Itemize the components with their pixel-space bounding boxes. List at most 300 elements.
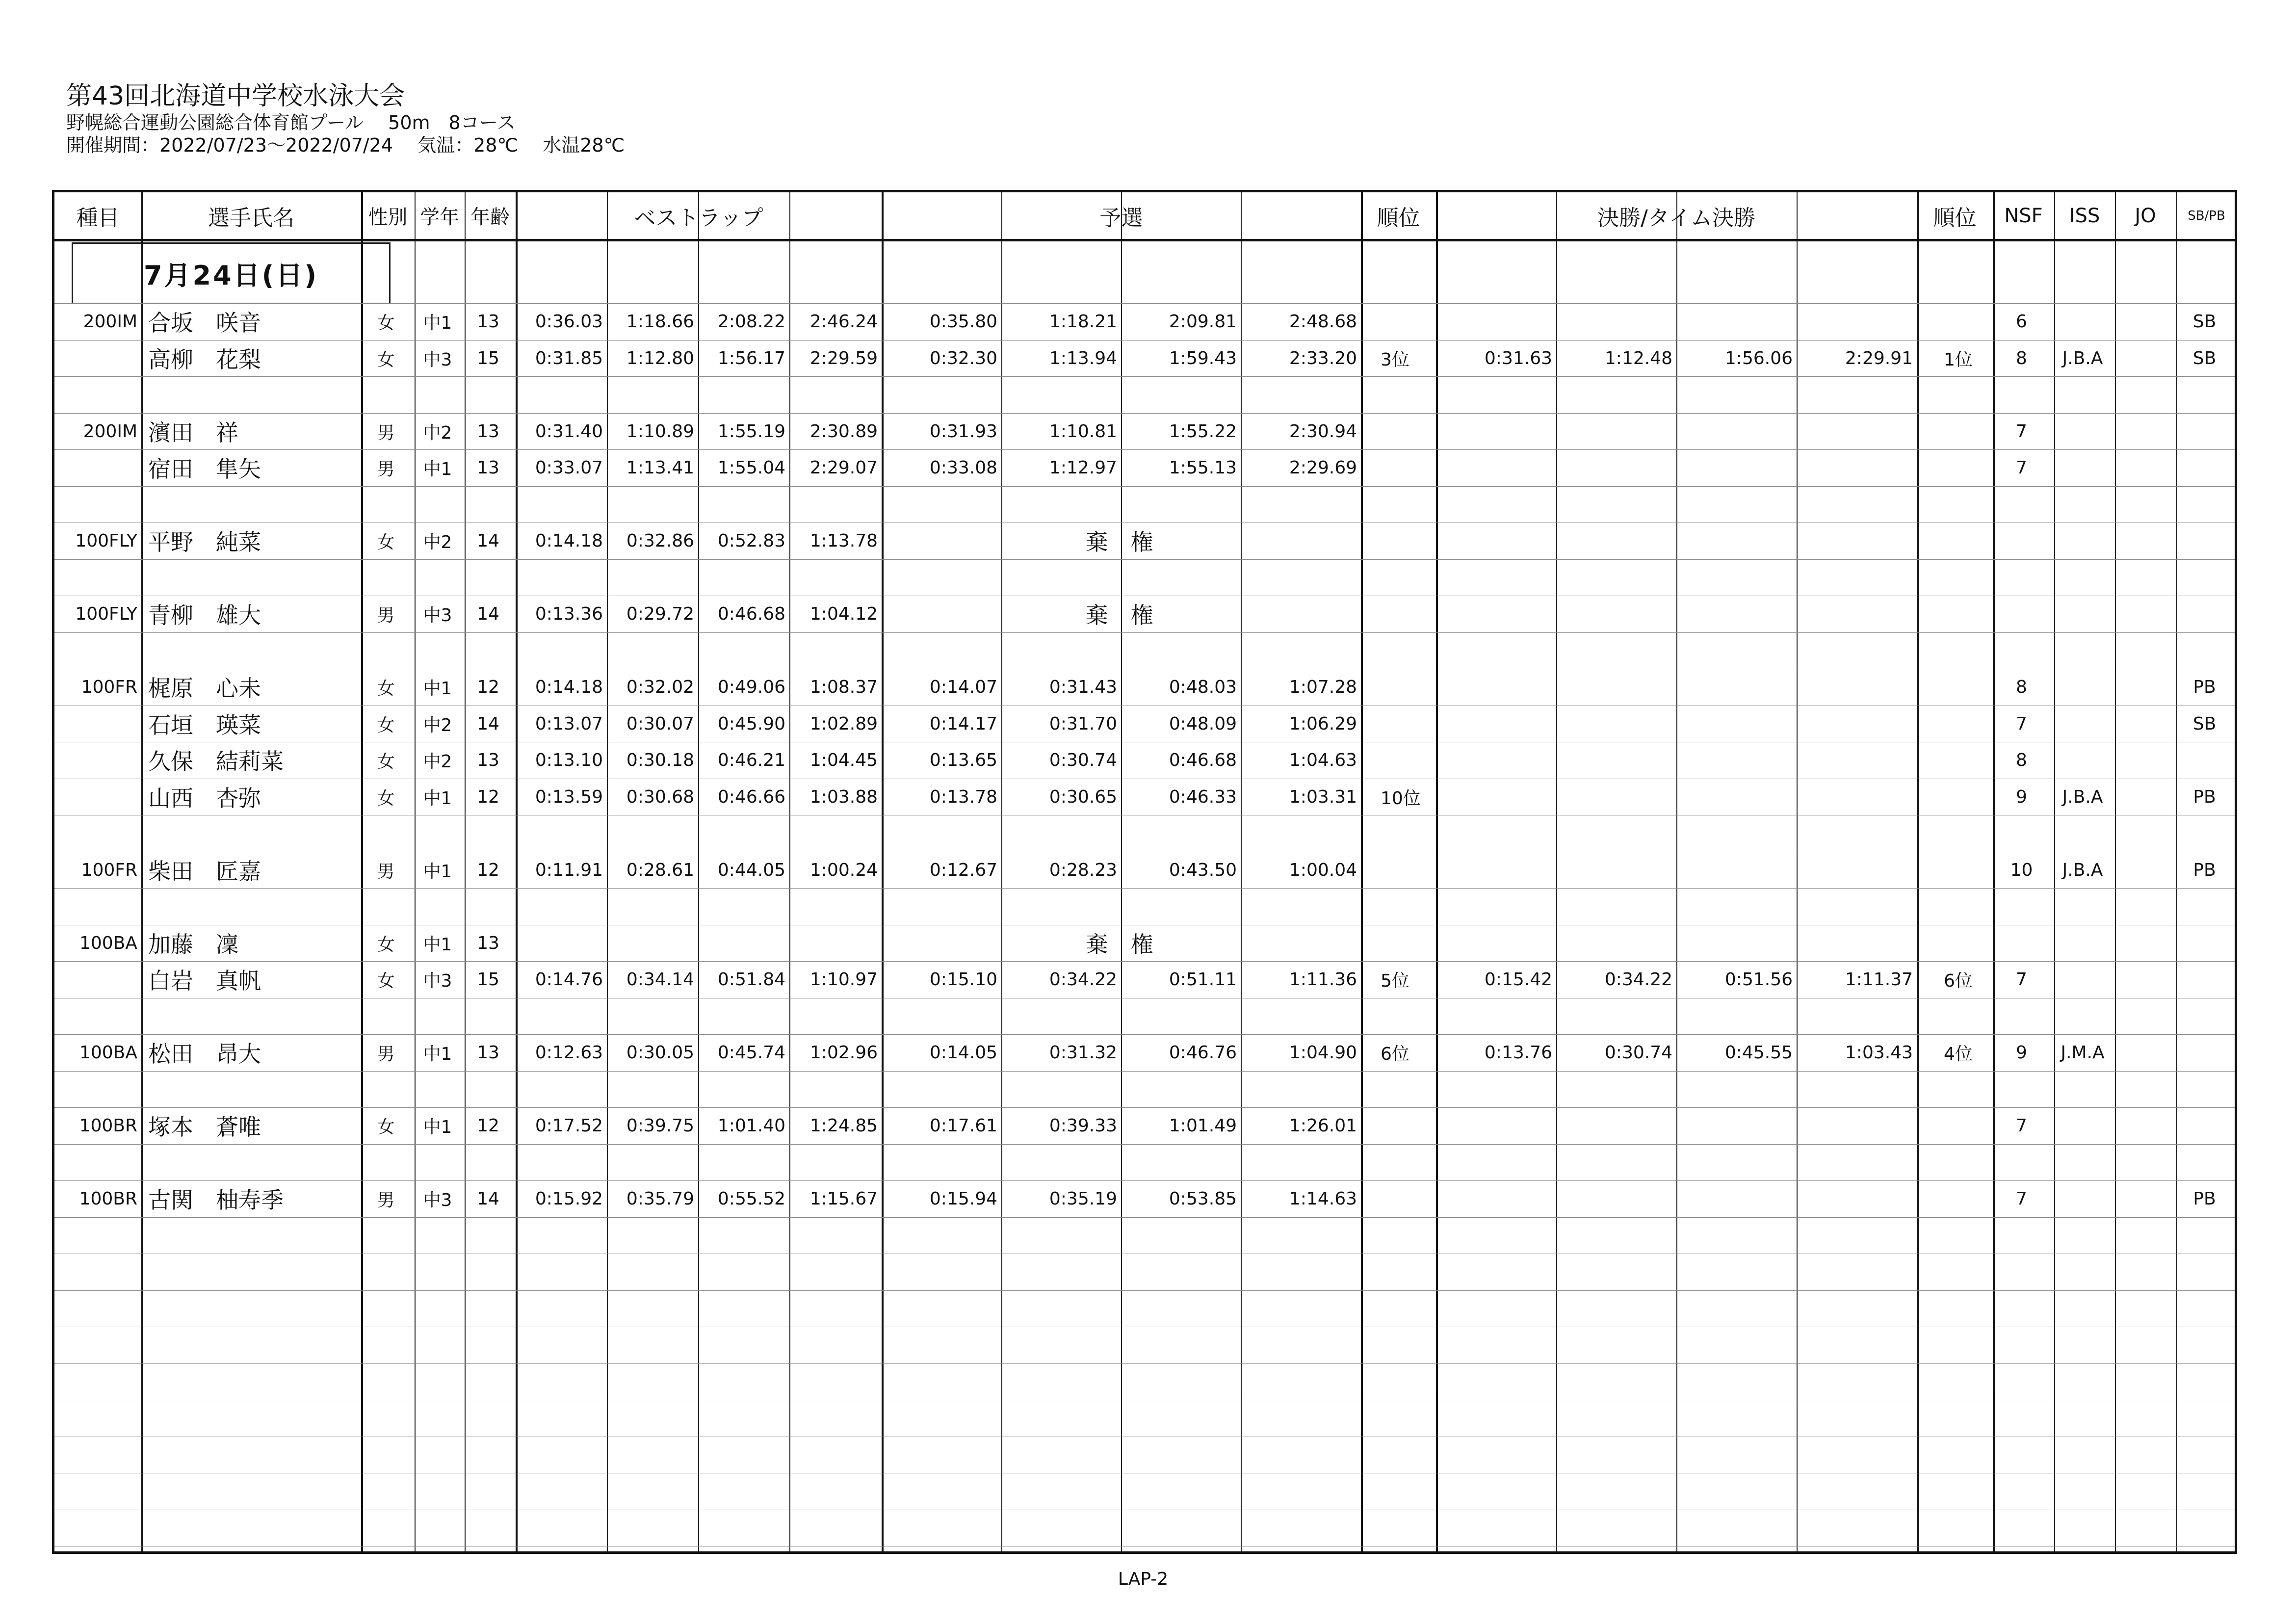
final-split: [1436, 706, 1552, 742]
prelim-split: 0:39.33: [1049, 1115, 1117, 1136]
best-lap-split: 2:08.22: [717, 311, 785, 332]
final-split: [1676, 523, 1793, 559]
final-split: [1556, 523, 1672, 559]
row-divider: [54, 632, 2235, 633]
col-header-gender: 性別: [368, 206, 408, 229]
sbpb-cell: [2176, 961, 2233, 998]
grade-cell: 中3: [423, 605, 452, 626]
gender-cell: 女: [377, 532, 395, 552]
final-split: [1676, 925, 1793, 962]
best-lap-split: 1:10.89: [626, 421, 694, 442]
prelim-split: 1:00.04: [1289, 860, 1357, 880]
age-cell: 12: [477, 860, 499, 880]
grade-cell: 中2: [423, 422, 452, 443]
grade-cell: 中2: [423, 751, 452, 772]
col-header-best-lap: ベストラップ: [634, 205, 763, 231]
age-cell: 13: [477, 457, 499, 478]
prelim-split: 0:46.68: [1169, 750, 1237, 770]
prelim-split: 0:28.23: [1049, 860, 1117, 880]
sbpb-cell: [2176, 596, 2233, 632]
jo-cell: [2115, 961, 2172, 998]
col-header-sbpb: SB/PB: [2188, 208, 2225, 223]
final-split: [1556, 742, 1672, 779]
grade-cell: 中3: [423, 970, 452, 991]
best-lap-split: 0:17.52: [535, 1115, 603, 1136]
prelim-split: 2:29.69: [1289, 457, 1357, 478]
final-rank: [1917, 669, 1989, 706]
swimmer-name: 合坂 咲音: [148, 310, 261, 337]
prelim-split: 1:12.97: [1049, 457, 1117, 478]
final-split: [1797, 706, 1913, 742]
final-rank: [1917, 742, 1989, 779]
nsf-cell: 8: [2016, 750, 2027, 770]
best-lap-split: 1:55.19: [717, 421, 785, 442]
venue-line: 野幌総合運動公園総合体育館プール 50m 8コース: [66, 112, 516, 133]
event-cell: 100FLY: [75, 603, 137, 624]
best-lap-split: 0:39.75: [626, 1115, 694, 1136]
best-lap-split: 0:13.59: [535, 786, 603, 807]
best-lap-split: 0:28.61: [626, 860, 694, 880]
final-split: 1:11.37: [1845, 969, 1913, 990]
prelim-rank: 3位: [1381, 349, 1409, 370]
best-lap-split: 0:13.07: [535, 713, 603, 734]
nsf-cell: [1993, 523, 2050, 559]
row-divider: [54, 1290, 2235, 1291]
age-cell: 13: [477, 1042, 499, 1063]
best-lap-split: 0:46.66: [717, 786, 785, 807]
gender-cell: 男: [377, 605, 395, 626]
final-split: [1556, 852, 1672, 889]
age-cell: 15: [477, 348, 499, 368]
swimmer-name: 平野 純菜: [148, 529, 261, 556]
gender-cell: 女: [377, 788, 395, 809]
age-cell: 13: [477, 421, 499, 442]
event-cell: [54, 706, 137, 742]
final-split: [1676, 596, 1793, 632]
final-split: [1676, 669, 1793, 706]
swimmer-name: 松田 昂大: [148, 1041, 261, 1068]
sbpb-cell: SB: [2192, 311, 2217, 332]
swimmer-name: 濱田 祥: [148, 419, 238, 446]
final-split: 0:31.63: [1484, 348, 1552, 368]
sbpb-cell: [2176, 742, 2233, 779]
best-lap-split: 0:14.76: [535, 969, 603, 990]
final-split: [1556, 1107, 1672, 1144]
prelim-split: 0:35.80: [929, 311, 997, 332]
age-cell: 14: [477, 530, 499, 551]
final-split: [1797, 852, 1913, 889]
final-split: 0:51.56: [1724, 969, 1793, 990]
jo-cell: [2115, 742, 2172, 779]
final-split: [1556, 1180, 1672, 1217]
swimmer-name: 塚本 蒼唯: [148, 1114, 261, 1141]
iss-cell: [2054, 1107, 2111, 1144]
col-header-prelim-rank: 順位: [1377, 205, 1420, 231]
prelim-split: 1:13.94: [1049, 348, 1117, 368]
final-split: [1797, 449, 1913, 486]
final-split: [1556, 706, 1672, 742]
final-split: [1436, 449, 1552, 486]
gender-cell: 男: [377, 1044, 395, 1064]
best-lap-split: [607, 925, 694, 962]
prelim-split: 0:14.17: [929, 713, 997, 734]
prelim-split: 0:31.32: [1049, 1042, 1117, 1063]
sbpb-cell: SB: [2192, 713, 2217, 734]
best-lap-split: 1:01.40: [717, 1115, 785, 1136]
prelim-rank: 6位: [1381, 1044, 1409, 1064]
best-lap-split: 1:18.66: [626, 311, 694, 332]
final-split: [1797, 523, 1913, 559]
grade-cell: 中1: [423, 1044, 452, 1064]
iss-cell: [2054, 596, 2111, 632]
best-lap-split: 0:30.18: [626, 750, 694, 770]
prelim-split: 1:10.81: [1049, 421, 1117, 442]
row-divider: [54, 486, 2235, 487]
best-lap-split: 0:52.83: [717, 530, 785, 551]
final-rank: [1917, 303, 1989, 340]
final-split: [1797, 303, 1913, 340]
col-header-grade: 学年: [420, 206, 459, 229]
sbpb-cell: [2176, 925, 2233, 962]
best-lap-split: 0:13.36: [535, 603, 603, 624]
prelim-split: 0:51.11: [1169, 969, 1237, 990]
swimmer-name: 白岩 真帆: [148, 968, 261, 995]
prelim-rank: [1361, 706, 1432, 742]
nsf-cell: 7: [2016, 1188, 2027, 1209]
date-label: 7月24日(日): [72, 242, 391, 304]
prelim-rank: [1361, 852, 1432, 889]
final-split: [1676, 1107, 1793, 1144]
best-lap-split: 1:15.67: [809, 1188, 878, 1209]
event-cell: 200IM: [83, 311, 137, 332]
prelim-split: 1:06.29: [1289, 713, 1357, 734]
event-cell: [54, 340, 137, 377]
swimmer-name: 久保 結莉菜: [148, 748, 284, 775]
prelim-split: 0:33.08: [929, 457, 997, 478]
event-cell: 100FR: [81, 677, 137, 697]
prelim-rank: 5位: [1381, 970, 1409, 991]
document-header: [66, 81, 625, 157]
prelim-split: 0:46.33: [1169, 786, 1237, 807]
best-lap-split: [516, 925, 603, 962]
final-rank: 6位: [1944, 970, 1973, 991]
age-cell: 14: [477, 713, 499, 734]
best-lap-split: 0:35.79: [626, 1188, 694, 1209]
grade-cell: 中1: [423, 459, 452, 479]
grade-cell: 中3: [423, 349, 452, 370]
iss-cell: J.B.A: [2062, 786, 2103, 807]
best-lap-split: 1:03.88: [809, 786, 878, 807]
final-rank: [1917, 1107, 1989, 1144]
gender-cell: 女: [377, 678, 395, 699]
prelim-rank: [1361, 742, 1432, 779]
final-split: [1797, 1180, 1913, 1217]
final-split: [1556, 413, 1672, 450]
prelim-rank: [1361, 1180, 1432, 1217]
best-lap-split: 0:30.05: [626, 1042, 694, 1063]
sbpb-cell: SB: [2192, 348, 2217, 368]
jo-cell: [2115, 303, 2172, 340]
swimmer-name: 青柳 雄大: [148, 602, 261, 629]
results-table: [52, 190, 2237, 1554]
swimmer-name: 柴田 匠嘉: [148, 858, 261, 885]
final-split: [1556, 449, 1672, 486]
best-lap-split: 0:33.07: [535, 457, 603, 478]
iss-cell: [2054, 449, 2111, 486]
prelim-split: 0:12.67: [929, 860, 997, 880]
final-split: [1676, 852, 1793, 889]
iss-cell: [2054, 669, 2111, 706]
col-header-prelim: 予選: [1099, 205, 1143, 231]
gender-cell: 女: [377, 751, 395, 772]
event-cell: 100FR: [81, 860, 137, 880]
final-split: [1436, 852, 1552, 889]
final-split: 1:12.48: [1604, 348, 1672, 368]
final-rank: [1917, 852, 1989, 889]
final-rank: [1917, 413, 1989, 450]
final-split: [1676, 742, 1793, 779]
best-lap-split: 1:13.78: [809, 530, 878, 551]
best-lap-split: 1:12.80: [626, 348, 694, 368]
final-split: [1797, 596, 1913, 632]
nsf-cell: 9: [2016, 786, 2027, 807]
row-divider: [54, 1217, 2235, 1218]
event-cell: 100BR: [79, 1188, 137, 1209]
prelim-rank: [1361, 523, 1432, 559]
age-cell: 13: [477, 933, 499, 953]
prelim-split: 0:35.19: [1049, 1188, 1117, 1209]
meet-title: 第43回北海道中学校水泳大会: [66, 81, 405, 111]
jo-cell: [2115, 1180, 2172, 1217]
best-lap-split: 0:49.06: [717, 677, 785, 697]
prelim-rank: [1361, 669, 1432, 706]
final-split: [1436, 779, 1552, 815]
jo-cell: [2115, 596, 2172, 632]
gender-cell: 女: [377, 1117, 395, 1137]
iss-cell: J.B.A: [2062, 348, 2103, 368]
nsf-cell: 9: [2016, 1042, 2027, 1063]
swimmer-name: 宿田 隼矢: [148, 456, 261, 483]
prelim-split: 0:43.50: [1169, 860, 1237, 880]
prelim-split: 2:09.81: [1169, 311, 1237, 332]
best-lap-split: 0:29.72: [626, 603, 694, 624]
prelim-split: 2:33.20: [1289, 348, 1357, 368]
gender-cell: 女: [377, 715, 395, 735]
best-lap-split: 0:15.92: [535, 1188, 603, 1209]
final-split: [1436, 1180, 1552, 1217]
final-split: [1676, 413, 1793, 450]
final-split: [1676, 706, 1793, 742]
best-lap-split: 0:11.91: [535, 860, 603, 880]
best-lap-split: 1:24.85: [809, 1115, 878, 1136]
gender-cell: 女: [377, 934, 395, 955]
swimmer-name: 石垣 瑛菜: [148, 712, 261, 739]
sbpb-cell: PB: [2193, 677, 2216, 697]
best-lap-split: 0:32.86: [626, 530, 694, 551]
swimmer-name: 梶原 心未: [148, 675, 261, 702]
best-lap-split: 0:30.07: [626, 713, 694, 734]
gender-cell: 女: [377, 313, 395, 333]
col-header-age: 年齢: [470, 206, 510, 229]
best-lap-split: 0:30.68: [626, 786, 694, 807]
age-cell: 13: [477, 311, 499, 332]
best-lap-split: 1:08.37: [809, 677, 878, 697]
prelim-rank: [1361, 449, 1432, 486]
event-cell: [54, 449, 137, 486]
best-lap-split: [698, 925, 785, 962]
best-lap-split: 0:51.84: [717, 969, 785, 990]
final-rank: [1917, 523, 1989, 559]
final-split: [1556, 303, 1672, 340]
final-split: 1:56.06: [1724, 348, 1793, 368]
prelim-split: 0:15.10: [929, 969, 997, 990]
col-header-nsf: NSF: [2004, 204, 2043, 227]
grade-cell: 中1: [423, 1117, 452, 1137]
nsf-cell: [1993, 596, 2050, 632]
final-rank: [1917, 1180, 1989, 1217]
grade-cell: 中1: [423, 678, 452, 699]
swimmer-name: 山西 杏弥: [148, 785, 261, 812]
event-cell: 200IM: [83, 421, 137, 442]
iss-cell: [2054, 413, 2111, 450]
iss-cell: [2054, 961, 2111, 998]
prelim-split: 0:31.43: [1049, 677, 1117, 697]
col-header-name: 選手氏名: [208, 205, 294, 231]
event-cell: 100BA: [79, 933, 137, 953]
best-lap-split: 2:46.24: [809, 311, 878, 332]
nsf-cell: 6: [2016, 311, 2027, 332]
iss-cell: J.B.A: [2062, 860, 2103, 880]
prelim-rank: [1361, 596, 1432, 632]
header-divider: [54, 239, 2235, 241]
final-split: [1556, 669, 1672, 706]
final-rank: 1位: [1944, 349, 1973, 370]
best-lap-split: 1:13.41: [626, 457, 694, 478]
grade-cell: 中1: [423, 934, 452, 955]
prelim-split: 0:14.05: [929, 1042, 997, 1063]
final-split: [1797, 742, 1913, 779]
event-cell: 100BR: [79, 1115, 137, 1136]
prelim-split: 1:55.13: [1169, 457, 1237, 478]
row-divider: [54, 1071, 2235, 1072]
iss-cell: [2054, 523, 2111, 559]
best-lap-split: 1:02.96: [809, 1042, 878, 1063]
final-rank: [1917, 449, 1989, 486]
final-split: 0:15.42: [1484, 969, 1552, 990]
final-split: [1556, 925, 1672, 962]
best-lap-split: 1:04.45: [809, 750, 878, 770]
prelim-split: 0:13.65: [929, 750, 997, 770]
row-divider: [54, 559, 2235, 560]
final-rank: [1917, 779, 1989, 815]
best-lap-split: 1:55.04: [717, 457, 785, 478]
sbpb-cell: PB: [2193, 860, 2216, 880]
best-lap-split: 1:02.89: [809, 713, 878, 734]
best-lap-split: 0:13.10: [535, 750, 603, 770]
best-lap-split: [789, 925, 878, 962]
prelim-split: 0:15.94: [929, 1188, 997, 1209]
grade-cell: 中3: [423, 1190, 452, 1210]
final-split: [1436, 303, 1552, 340]
age-cell: 12: [477, 1115, 499, 1136]
event-cell: 100BA: [79, 1042, 137, 1063]
prelim-split: 2:48.68: [1289, 311, 1357, 332]
final-rank: [1917, 925, 1989, 962]
prelim-split: 0:14.07: [929, 677, 997, 697]
age-cell: 14: [477, 1188, 499, 1209]
final-split: [1436, 669, 1552, 706]
age-cell: 12: [477, 786, 499, 807]
col-header-event: 種目: [76, 205, 120, 231]
best-lap-split: 0:31.85: [535, 348, 603, 368]
final-split: [1797, 669, 1913, 706]
jo-cell: [2115, 449, 2172, 486]
sbpb-cell: [2176, 1034, 2233, 1071]
final-split: 0:45.55: [1724, 1042, 1793, 1063]
prelim-split: 1:03.31: [1289, 786, 1357, 807]
prelim-split: 1:04.90: [1289, 1042, 1357, 1063]
final-split: [1797, 413, 1913, 450]
grade-cell: 中2: [423, 715, 452, 735]
best-lap-split: 0:36.03: [535, 311, 603, 332]
best-lap-split: 1:56.17: [717, 348, 785, 368]
best-lap-split: 0:34.14: [626, 969, 694, 990]
age-cell: 13: [477, 750, 499, 770]
iss-cell: J.M.A: [2061, 1042, 2105, 1063]
final-split: [1797, 925, 1913, 962]
best-lap-split: 1:04.12: [809, 603, 878, 624]
prelim-rank: [1361, 303, 1432, 340]
gender-cell: 女: [377, 349, 395, 370]
gender-cell: 男: [377, 459, 395, 479]
final-split: [1676, 1180, 1793, 1217]
iss-cell: [2054, 706, 2111, 742]
prelim-split: 0:53.85: [1169, 1188, 1237, 1209]
prelim-split: 0:48.03: [1169, 677, 1237, 697]
sbpb-cell: [2176, 449, 2233, 486]
prelim-rank: 10位: [1381, 788, 1421, 809]
prelim-split: 0:31.93: [929, 421, 997, 442]
sbpb-cell: PB: [2193, 786, 2216, 807]
prelim-split: 1:04.63: [1289, 750, 1357, 770]
prelim-split: 1:07.28: [1289, 677, 1357, 697]
prelim-split: 1:14.63: [1289, 1188, 1357, 1209]
prelim-rank: [1361, 1107, 1432, 1144]
abstain-label: 棄 権: [1085, 931, 1153, 958]
best-lap-split: 2:30.89: [809, 421, 878, 442]
gender-cell: 男: [377, 422, 395, 443]
prelim-split: 1:01.49: [1169, 1115, 1237, 1136]
jo-cell: [2115, 852, 2172, 889]
sbpb-cell: [2176, 1107, 2233, 1144]
col-header-iss: ISS: [2069, 204, 2100, 227]
best-lap-split: 0:46.68: [717, 603, 785, 624]
prelim-split: 0:48.09: [1169, 713, 1237, 734]
nsf-cell: 7: [2016, 421, 2027, 442]
abstain-label: 棄 権: [1085, 529, 1153, 556]
column-divider: [141, 192, 143, 1551]
final-split: 1:03.43: [1845, 1042, 1913, 1063]
final-split: 0:13.76: [1484, 1042, 1552, 1063]
final-rank: [1917, 706, 1989, 742]
grade-cell: 中1: [423, 313, 452, 333]
nsf-cell: 8: [2016, 677, 2027, 697]
prelim-split: 0:31.70: [1049, 713, 1117, 734]
event-cell: [54, 742, 137, 779]
best-lap-split: 0:44.05: [717, 860, 785, 880]
final-split: [1797, 1107, 1913, 1144]
sbpb-cell: [2176, 413, 2233, 450]
